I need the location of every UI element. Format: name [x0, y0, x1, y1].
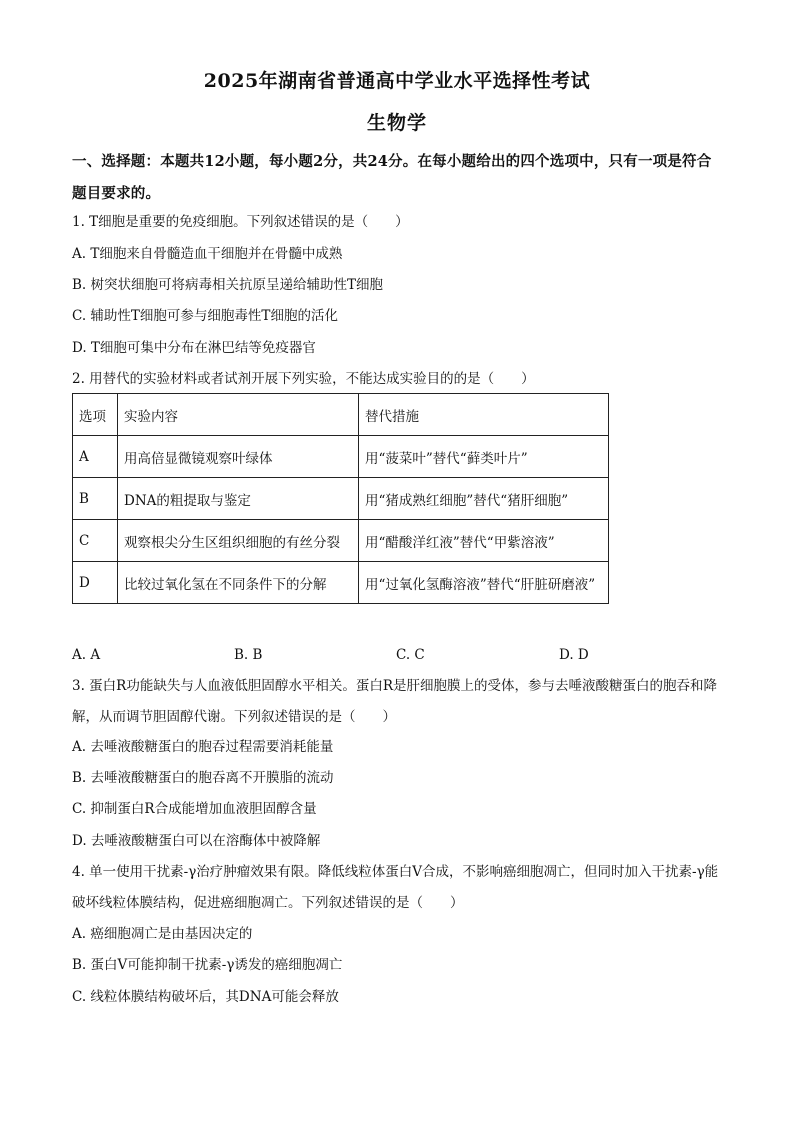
section-heading: 一、选择题：本题共12小题，每小题2分，共24分。在每小题给出的四个选项中，只有一项是符合题目要求的。	[72, 153, 712, 202]
table-cell: 观察根尖分生区组织细胞的有丝分裂	[118, 520, 359, 562]
exam-subject: 生物学	[366, 112, 427, 134]
table-cell: 用“菠菜叶”替代“藓类叶片”	[359, 436, 609, 478]
question-4-stem: 4. 单一使用干扰素-γ治疗肿瘤效果有限。降低线粒体蛋白V合成，不影响癌细胞凋亡，但同时加入干扰素-γ能破坏线粒体膜结构，促进癌细胞凋亡。下列叙述错误的是（ ）	[72, 864, 719, 911]
question-1-option-a: A. T细胞来自骨髓造血干细胞并在骨髓中成熟	[72, 246, 343, 262]
question-2-answer-b: B. B	[234, 647, 263, 663]
question-4-option-c: C. 线粒体膜结构破坏后，其DNA可能会释放	[72, 989, 339, 1005]
exam-title: 2025年湖南省普通高中学业水平选择性考试	[203, 70, 591, 92]
table-row	[73, 436, 609, 478]
question-3-option-a: A. 去唾液酸糖蛋白的胞吞过程需要消耗能量	[72, 739, 334, 755]
table-cell: A	[73, 436, 118, 478]
table-header-cell: 选项	[73, 394, 118, 436]
question-3-option-b: B. 去唾液酸糖蛋白的胞吞离不开膜脂的流动	[72, 770, 334, 786]
table-cell: 用“猪成熟红细胞”替代“猪肝细胞”	[359, 478, 609, 520]
table-cell: D	[73, 562, 118, 604]
question-3-option-d: D. 去唾液酸糖蛋白可以在溶酶体中被降解	[72, 833, 321, 849]
table-header-cell: 替代措施	[359, 394, 609, 436]
question-2-answer-c: C. C	[396, 647, 425, 663]
question-3-stem: 3. 蛋白R功能缺失与人血液低胆固醇水平相关。蛋白R是肝细胞膜上的受体，参与去唾液酸糖蛋白的胞吞和降解，从而调节胆固醇代谢。下列叙述错误的是（ ）	[72, 678, 717, 725]
question-4-option-b: B. 蛋白V可能抑制干扰素-γ诱发的癌细胞凋亡	[72, 957, 343, 973]
question-2-stem: 2. 用替代的实验材料或者试剂开展下列实验，不能达成实验目的的是（ ）	[72, 371, 535, 387]
question-4-option-a: A. 癌细胞凋亡是由基因决定的	[72, 926, 253, 942]
table-header-cell: 实验内容	[118, 394, 359, 436]
question-1-option-d: D. T细胞可集中分布在淋巴结等免疫器官	[72, 340, 316, 356]
question-1-stem: 1. T细胞是重要的免疫细胞。下列叙述错误的是（ ）	[72, 214, 409, 230]
experiment-table	[72, 393, 609, 604]
table-row	[73, 520, 609, 562]
question-2-answer-d: D. D	[559, 647, 589, 663]
question-1-option-c: C. 辅助性T细胞可参与细胞毒性T细胞的活化	[72, 308, 338, 324]
question-3-option-c: C. 抑制蛋白R合成能增加血液胆固醇含量	[72, 801, 317, 817]
table-cell: 用“醋酸洋红液”替代“甲紫溶液”	[359, 520, 609, 562]
table-cell: B	[73, 478, 118, 520]
table-cell: 用高倍显微镜观察叶绿体	[118, 436, 359, 478]
table-cell: DNA的粗提取与鉴定	[118, 478, 359, 520]
table-cell: 比较过氧化氢在不同条件下的分解	[118, 562, 359, 604]
question-1-option-b: B. 树突状细胞可将病毒相关抗原呈递给辅助性T细胞	[72, 277, 384, 293]
table-cell: 用“过氧化氢酶溶液”替代“肝脏研磨液”	[359, 562, 609, 604]
table-row	[73, 562, 609, 604]
table-cell: C	[73, 520, 118, 562]
table-row	[73, 478, 609, 520]
table-header-row	[73, 394, 609, 436]
question-2-answer-a: A. A	[72, 647, 101, 663]
